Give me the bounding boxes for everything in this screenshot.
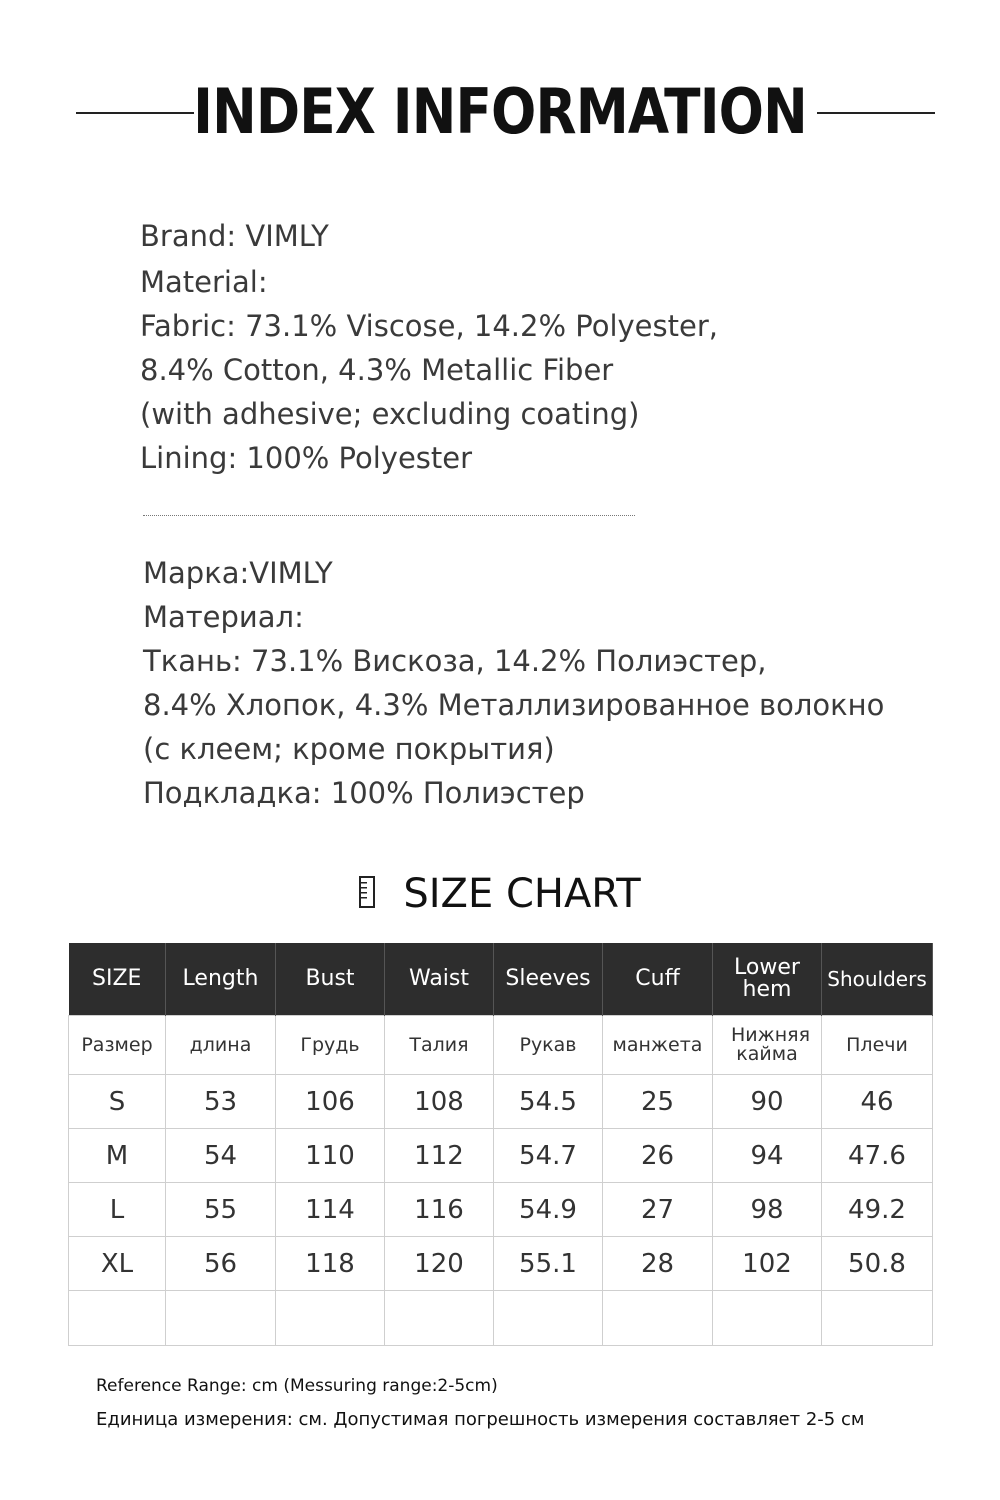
table-cell: XL — [69, 1237, 166, 1291]
table-cell: 50.8 — [822, 1237, 933, 1291]
column-header: Shoulders — [822, 943, 933, 1016]
reference-note-ru: Единица измерения: см. Допустимая погрешность измерения составляет 2-5 см — [96, 1409, 865, 1430]
table-cell: 47.6 — [822, 1129, 933, 1183]
table-cell: 53 — [166, 1075, 276, 1129]
product-info-en — [140, 214, 718, 480]
brand-line: Марка:VIMLY — [143, 556, 333, 590]
material-line: 8.4% Хлопок, 4.3% Металлизированное волокно — [143, 688, 885, 722]
table-cell: 54.9 — [494, 1183, 603, 1237]
column-header: SIZE — [69, 943, 166, 1016]
table-cell: 120 — [385, 1237, 494, 1291]
size-chart-title: SIZE CHART — [403, 871, 641, 917]
column-header: Length — [166, 943, 276, 1016]
table-cell: 98 — [713, 1183, 822, 1237]
product-info-ru — [143, 551, 884, 815]
column-header: Sleeves — [494, 943, 603, 1016]
table-cell — [69, 1291, 166, 1346]
size-chart-table — [68, 943, 933, 1346]
column-header: Bust — [276, 943, 385, 1016]
table-cell: 116 — [385, 1183, 494, 1237]
table-cell: 110 — [276, 1129, 385, 1183]
table-cell: 25 — [603, 1075, 713, 1129]
table-cell: 108 — [385, 1075, 494, 1129]
table-cell — [166, 1291, 276, 1346]
ruler-icon — [359, 876, 375, 908]
table-cell: L — [69, 1183, 166, 1237]
header-row — [69, 943, 933, 1016]
table-cell: 55.1 — [494, 1237, 603, 1291]
table-cell: 46 — [822, 1075, 933, 1129]
table-cell: 90 — [713, 1075, 822, 1129]
table-cell: 106 — [276, 1075, 385, 1129]
table-cell: 27 — [603, 1183, 713, 1237]
table-cell: 114 — [276, 1183, 385, 1237]
table-cell: 54.5 — [494, 1075, 603, 1129]
material-line: Fabric: 73.1% Viscose, 14.2% Polyester, — [140, 309, 718, 343]
material-label: Материал: — [143, 600, 304, 634]
table-cell: 102 — [713, 1237, 822, 1291]
reference-note-en: Reference Range: cm (Messuring range:2-5cm) — [96, 1376, 498, 1396]
table-cell: 112 — [385, 1129, 494, 1183]
column-header-ru: длина — [166, 1016, 276, 1075]
table-cell: 49.2 — [822, 1183, 933, 1237]
header-divider-right — [817, 112, 935, 114]
table-cell — [276, 1291, 385, 1346]
column-header: Waist — [385, 943, 494, 1016]
column-header-ru: Рукав — [494, 1016, 603, 1075]
table-row — [69, 1129, 933, 1183]
table-cell: S — [69, 1075, 166, 1129]
table-cell — [603, 1291, 713, 1346]
table-row — [69, 1291, 933, 1346]
table-cell — [385, 1291, 494, 1346]
table-row — [69, 1183, 933, 1237]
column-header-ru: манжета — [603, 1016, 713, 1075]
page-title: INDEX INFORMATION — [193, 75, 807, 148]
column-header-ru: Нижняя кайма — [713, 1016, 822, 1075]
table-cell: 28 — [603, 1237, 713, 1291]
column-header: Cuff — [603, 943, 713, 1016]
table-cell — [494, 1291, 603, 1346]
material-line: (с клеем; кроме покрытия) — [143, 732, 555, 766]
material-line: Ткань: 73.1% Вискоза, 14.2% Полиэстер, — [143, 644, 767, 678]
column-header: Lower hem — [713, 943, 822, 1016]
column-header-ru: Грудь — [276, 1016, 385, 1075]
table-row — [69, 1237, 933, 1291]
size-chart-heading — [0, 866, 1000, 922]
brand-line: Brand: VIMLY — [140, 219, 329, 253]
column-header-ru: Размер — [69, 1016, 166, 1075]
material-label: Material: — [140, 265, 268, 299]
table-cell: 55 — [166, 1183, 276, 1237]
material-line: Подкладка: 100% Полиэстер — [143, 776, 585, 810]
column-header-ru: Плечи — [822, 1016, 933, 1075]
material-line: 8.4% Cotton, 4.3% Metallic Fiber — [140, 353, 614, 387]
table-row — [69, 1016, 933, 1075]
table-cell: 54 — [166, 1129, 276, 1183]
dotted-divider — [143, 515, 635, 516]
table-cell: 56 — [166, 1237, 276, 1291]
table-cell: 26 — [603, 1129, 713, 1183]
table-cell: 94 — [713, 1129, 822, 1183]
material-line: Lining: 100% Polyester — [140, 441, 473, 475]
table-cell: 118 — [276, 1237, 385, 1291]
material-line: (with adhesive; excluding coating) — [140, 397, 640, 431]
table-cell: M — [69, 1129, 166, 1183]
table-row — [69, 1075, 933, 1129]
table-cell — [713, 1291, 822, 1346]
table-cell: 54.7 — [494, 1129, 603, 1183]
table-cell — [822, 1291, 933, 1346]
column-header-ru: Талия — [385, 1016, 494, 1075]
